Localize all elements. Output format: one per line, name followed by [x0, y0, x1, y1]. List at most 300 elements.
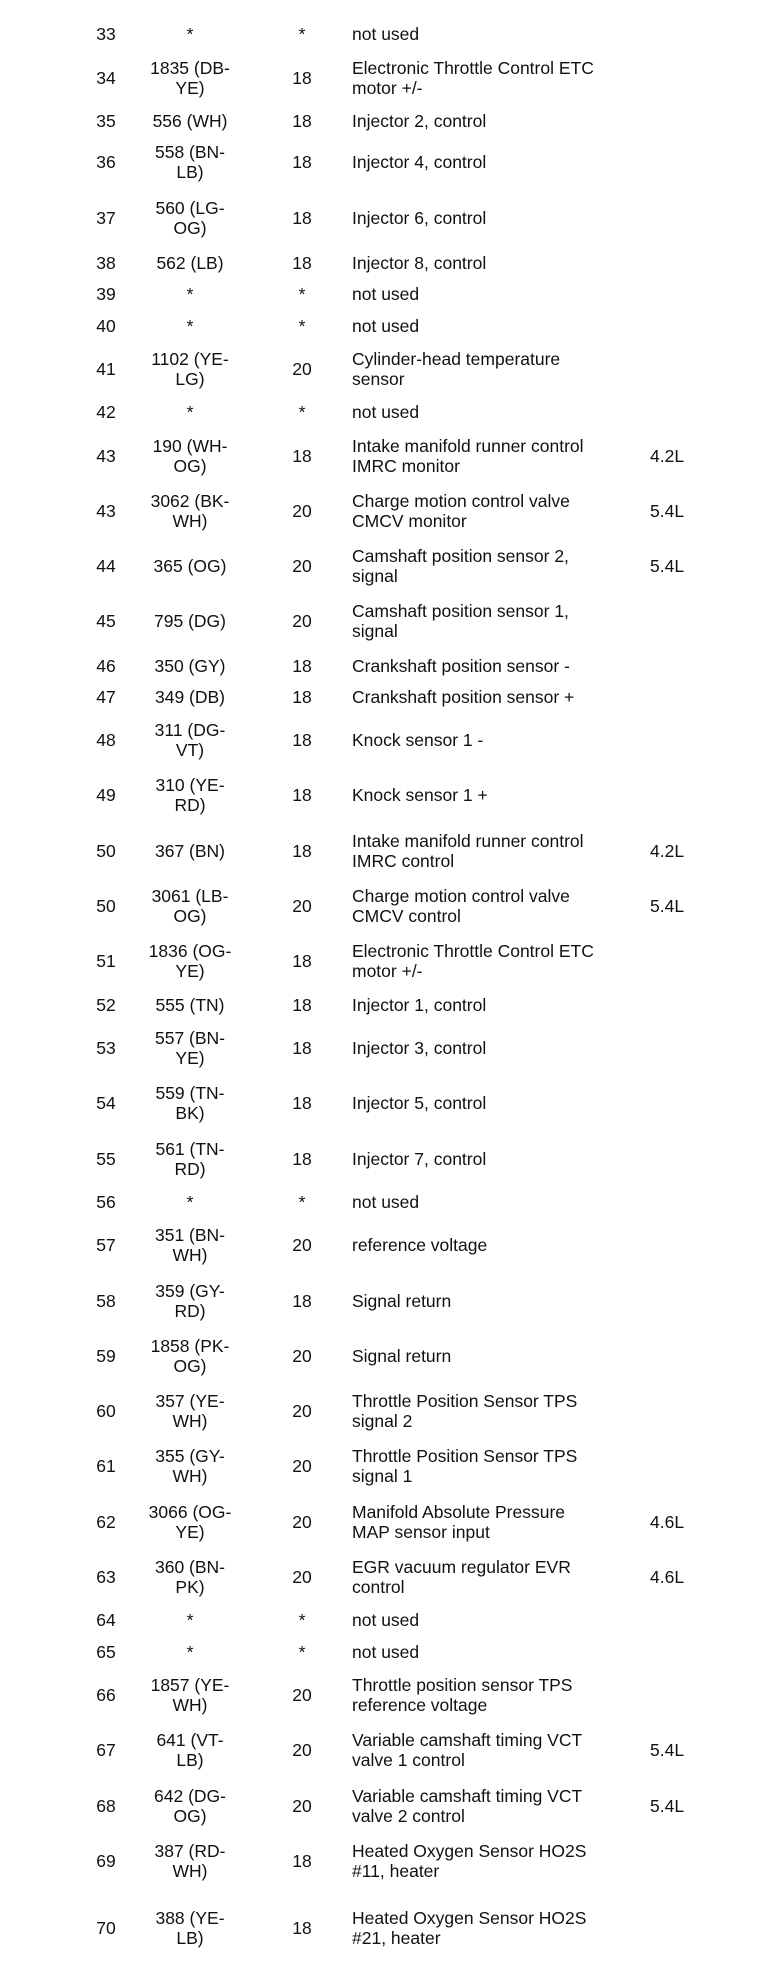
circuit-wire-color	[134, 1836, 246, 1886]
circuit-wire-color	[134, 651, 246, 681]
pin-number	[86, 1781, 126, 1831]
table-row	[0, 1023, 768, 1073]
table-row	[0, 311, 768, 341]
circuit-function-line: Knock sensor 1 -	[352, 730, 484, 750]
circuit-wire-color-line: RD)	[174, 1301, 206, 1321]
circuit-function-line: Throttle Position Sensor TPS	[352, 1446, 578, 1466]
pin-number	[86, 715, 126, 765]
circuit-wire-color-line: WH)	[172, 1695, 208, 1715]
wire-gauge	[282, 826, 322, 876]
wire-gauge-text: *	[298, 1642, 306, 1662]
pin-number	[86, 770, 126, 820]
wire-gauge	[282, 1441, 322, 1491]
pin-number	[86, 596, 126, 646]
pin-number-text: 49	[96, 785, 116, 805]
circuit-function	[352, 1725, 647, 1775]
circuit-wire-color	[134, 106, 246, 136]
table-row	[0, 1903, 768, 1953]
circuit-function	[352, 1670, 647, 1720]
circuit-wire-color-line: *	[186, 1642, 194, 1662]
pin-number-text: 38	[96, 253, 116, 273]
pin-number-text: 42	[96, 402, 116, 422]
circuit-function-line: Injector 1, control	[352, 995, 487, 1015]
table-row	[0, 1497, 768, 1547]
wire-gauge	[282, 1497, 322, 1547]
circuit-function	[352, 1386, 647, 1436]
pin-number-text: 64	[96, 1610, 116, 1630]
circuit-function	[352, 1220, 647, 1270]
wire-gauge-text: 18	[292, 1291, 312, 1311]
pin-number-text: 45	[96, 611, 116, 631]
circuit-function-line: IMRC monitor	[352, 456, 460, 476]
circuit-wire-color-line: 560 (LG-	[155, 198, 225, 218]
circuit-wire-color-line: 561 (TN-	[155, 1139, 225, 1159]
circuit-wire-color-line: 388 (YE-	[155, 1908, 225, 1928]
circuit-function-line: MAP sensor input	[352, 1522, 490, 1542]
engine-variant-note-text: 5.4L	[650, 556, 685, 576]
circuit-wire-color-line: OG)	[173, 906, 207, 926]
circuit-function	[352, 106, 647, 136]
circuit-wire-color	[134, 990, 246, 1020]
circuit-wire-color-line: 1835 (DB-	[150, 58, 230, 78]
circuit-function-line: Camshaft position sensor 2,	[352, 546, 569, 566]
circuit-wire-color-line: 349 (DB)	[154, 687, 226, 707]
circuit-function	[352, 715, 647, 765]
wire-gauge-text: *	[298, 316, 306, 336]
wire-gauge-text: 18	[292, 656, 312, 676]
pin-number	[86, 990, 126, 1020]
wire-gauge-text: 18	[292, 208, 312, 228]
wire-gauge	[282, 1903, 322, 1953]
wire-gauge	[282, 1134, 322, 1184]
engine-variant-note	[650, 541, 700, 591]
pin-number-text: 69	[96, 1851, 116, 1871]
circuit-wire-color	[134, 1276, 246, 1326]
circuit-wire-color-line: WH)	[172, 1245, 208, 1265]
circuit-function	[352, 1441, 647, 1491]
wire-gauge	[282, 1023, 322, 1073]
circuit-wire-color-line: RD)	[174, 1159, 206, 1179]
circuit-function	[352, 1836, 647, 1886]
wire-gauge	[282, 52, 322, 104]
wire-gauge	[282, 137, 322, 187]
circuit-function-line: Heated Oxygen Sensor HO2S	[352, 1908, 587, 1928]
pin-number	[86, 248, 126, 278]
pin-number-text: 70	[96, 1918, 116, 1938]
table-row	[0, 19, 768, 49]
pin-number-text: 50	[96, 896, 116, 916]
wire-gauge	[282, 770, 322, 820]
table-row	[0, 990, 768, 1020]
circuit-function	[352, 1134, 647, 1184]
wire-gauge	[282, 193, 322, 243]
circuit-function	[352, 311, 647, 341]
circuit-wire-color-line: 311 (DG-	[154, 720, 226, 740]
table-row	[0, 397, 768, 427]
pin-number	[86, 1187, 126, 1217]
circuit-function-line: not used	[352, 1610, 420, 1630]
pin-number-text: 60	[96, 1401, 116, 1421]
circuit-function-line: Manifold Absolute Pressure	[352, 1502, 566, 1522]
pin-number	[86, 1078, 126, 1128]
table-row	[0, 1276, 768, 1326]
circuit-function-line: Variable camshaft timing VCT	[352, 1786, 583, 1806]
circuit-wire-color-line: *	[186, 402, 194, 422]
circuit-wire-color-line: 642 (DG-	[154, 1786, 226, 1806]
pin-number	[86, 1276, 126, 1326]
circuit-wire-color	[134, 541, 246, 591]
circuit-wire-color	[134, 1220, 246, 1270]
wire-gauge	[282, 1276, 322, 1326]
pin-number-text: 68	[96, 1796, 116, 1816]
circuit-function-line: CMCV monitor	[352, 511, 467, 531]
pin-number-text: 48	[96, 730, 116, 750]
pin-number	[86, 1134, 126, 1184]
table-row	[0, 826, 768, 876]
circuit-wire-color-line: VT)	[175, 740, 205, 760]
wire-gauge-text: 20	[292, 1346, 312, 1366]
circuit-function	[352, 1276, 647, 1326]
wire-gauge-text: 18	[292, 1149, 312, 1169]
table-row	[0, 1134, 768, 1184]
circuit-function-line: not used	[352, 402, 420, 422]
circuit-function-line: Heated Oxygen Sensor HO2S	[352, 1841, 587, 1861]
table-row	[0, 1637, 768, 1667]
pin-number-text: 55	[96, 1149, 116, 1169]
pin-number	[86, 1220, 126, 1270]
circuit-function-line: Throttle position sensor TPS	[352, 1675, 573, 1695]
circuit-wire-color-line: 357 (YE-	[155, 1391, 225, 1411]
pin-number	[86, 52, 126, 104]
circuit-function-line: EGR vacuum regulator EVR	[352, 1557, 571, 1577]
circuit-function-line: Intake manifold runner control	[352, 831, 584, 851]
wire-gauge-text: 18	[292, 1851, 312, 1871]
circuit-function-line: Crankshaft position sensor +	[352, 687, 575, 707]
circuit-wire-color	[134, 279, 246, 309]
engine-variant-note	[650, 431, 700, 481]
circuit-wire-color	[134, 1078, 246, 1128]
circuit-wire-color-line: 555 (TN)	[155, 995, 225, 1015]
pin-number	[86, 541, 126, 591]
wire-gauge	[282, 596, 322, 646]
circuit-function	[352, 193, 647, 243]
table-row	[0, 52, 768, 104]
circuit-wire-color-line: 360 (BN-	[154, 1557, 226, 1577]
engine-variant-note-text: 4.2L	[650, 446, 685, 466]
wire-gauge	[282, 279, 322, 309]
table-row	[0, 1781, 768, 1831]
table-row	[0, 682, 768, 712]
wire-gauge-text: 18	[292, 1093, 312, 1113]
circuit-function	[352, 52, 647, 104]
wire-gauge	[282, 1670, 322, 1720]
circuit-wire-color-line: 562 (LB)	[156, 253, 224, 273]
circuit-function	[352, 770, 647, 820]
circuit-function-line: Signal return	[352, 1346, 452, 1366]
pin-number	[86, 193, 126, 243]
pin-number-text: 36	[96, 152, 116, 172]
circuit-wire-color	[134, 1725, 246, 1775]
circuit-wire-color-line: WH)	[172, 1861, 208, 1881]
circuit-function	[352, 431, 647, 481]
circuit-function-line: Signal return	[352, 1291, 452, 1311]
circuit-wire-color-line: 365 (OG)	[153, 556, 227, 576]
circuit-function	[352, 1903, 647, 1953]
circuit-wire-color-line: LB)	[176, 162, 204, 182]
circuit-wire-color-line: RD)	[174, 795, 206, 815]
circuit-function-line: reference voltage	[352, 1695, 488, 1715]
circuit-function-line: valve 1 control	[352, 1750, 465, 1770]
pin-number-text: 61	[96, 1456, 116, 1476]
pin-number	[86, 826, 126, 876]
wire-gauge-text: *	[298, 1192, 306, 1212]
circuit-wire-color-line: LB)	[176, 1928, 204, 1948]
wire-gauge-text: 20	[292, 1567, 312, 1587]
circuit-function-line: not used	[352, 24, 420, 44]
circuit-function	[352, 1078, 647, 1128]
circuit-wire-color-line: OG)	[173, 1356, 207, 1376]
pin-number	[86, 397, 126, 427]
circuit-wire-color	[134, 397, 246, 427]
circuit-wire-color	[134, 936, 246, 986]
circuit-function-line: CMCV control	[352, 906, 461, 926]
table-row	[0, 1441, 768, 1491]
circuit-function	[352, 1637, 647, 1667]
pin-number-text: 43	[96, 446, 116, 466]
pin-number	[86, 936, 126, 986]
pin-number	[86, 431, 126, 481]
circuit-function	[352, 881, 647, 931]
engine-variant-note-text: 5.4L	[650, 501, 685, 521]
pin-number-text: 44	[96, 556, 116, 576]
wire-gauge	[282, 990, 322, 1020]
circuit-wire-color	[134, 1781, 246, 1831]
wire-gauge-text: 20	[292, 611, 312, 631]
circuit-wire-color	[134, 486, 246, 536]
engine-variant-note	[650, 1781, 700, 1831]
circuit-wire-color-line: YE)	[175, 78, 205, 98]
circuit-function-line: Electronic Throttle Control ETC	[352, 58, 594, 78]
table-row	[0, 1386, 768, 1436]
pin-number	[86, 1386, 126, 1436]
circuit-function-line: signal 2	[352, 1411, 413, 1431]
circuit-function-line: Throttle Position Sensor TPS	[352, 1391, 578, 1411]
wire-gauge-text: 20	[292, 896, 312, 916]
circuit-wire-color	[134, 881, 246, 931]
table-row	[0, 1605, 768, 1635]
table-row	[0, 137, 768, 187]
pin-number	[86, 311, 126, 341]
pin-number-text: 47	[96, 687, 116, 707]
circuit-wire-color	[134, 682, 246, 712]
pin-number	[86, 1441, 126, 1491]
circuit-wire-color	[134, 1552, 246, 1602]
pin-number	[86, 137, 126, 187]
circuit-function-line: Injector 4, control	[352, 152, 487, 172]
pin-number-text: 51	[96, 951, 116, 971]
pin-number-text: 59	[96, 1346, 116, 1366]
circuit-function-line: not used	[352, 284, 420, 304]
circuit-function-line: sensor	[352, 369, 405, 389]
wire-gauge	[282, 106, 322, 136]
wire-gauge	[282, 1386, 322, 1436]
wire-gauge-text: 18	[292, 687, 312, 707]
wire-gauge-text: 18	[292, 841, 312, 861]
wire-gauge-text: 20	[292, 359, 312, 379]
engine-variant-note	[650, 486, 700, 536]
engine-variant-note-text: 5.4L	[650, 896, 685, 916]
circuit-function-line: Injector 5, control	[352, 1093, 487, 1113]
circuit-wire-color-line: 359 (GY-	[155, 1281, 225, 1301]
wire-gauge-text: 20	[292, 1401, 312, 1421]
wire-gauge	[282, 936, 322, 986]
wire-gauge-text: 20	[292, 1512, 312, 1532]
wire-gauge	[282, 343, 322, 395]
circuit-wire-color-line: 355 (GY-	[155, 1446, 225, 1466]
circuit-wire-color	[134, 1386, 246, 1436]
wire-gauge	[282, 248, 322, 278]
circuit-wire-color	[134, 1903, 246, 1953]
table-row	[0, 106, 768, 136]
circuit-function-line: Variable camshaft timing VCT	[352, 1730, 583, 1750]
circuit-wire-color	[134, 596, 246, 646]
circuit-wire-color	[134, 1187, 246, 1217]
circuit-function	[352, 1781, 647, 1831]
pin-number-text: 66	[96, 1685, 116, 1705]
circuit-wire-color-line: 3062 (BK-	[150, 491, 230, 511]
engine-variant-note-text: 5.4L	[650, 1796, 685, 1816]
pin-number-text: 57	[96, 1235, 116, 1255]
wire-gauge	[282, 715, 322, 765]
wire-gauge	[282, 682, 322, 712]
engine-variant-note	[650, 1552, 700, 1602]
circuit-wire-color-line: 556 (WH)	[152, 111, 228, 131]
wire-gauge	[282, 881, 322, 931]
engine-variant-note-text: 4.2L	[650, 841, 685, 861]
circuit-wire-color-line: 350 (GY)	[154, 656, 226, 676]
pin-number	[86, 1552, 126, 1602]
pin-number-text: 40	[96, 316, 116, 336]
circuit-wire-color	[134, 52, 246, 104]
wire-gauge-text: 20	[292, 1685, 312, 1705]
circuit-function-line: not used	[352, 316, 420, 336]
circuit-wire-color	[134, 193, 246, 243]
wire-gauge	[282, 1331, 322, 1381]
circuit-wire-color-line: OG)	[173, 456, 207, 476]
engine-variant-note-text: 4.6L	[650, 1567, 685, 1587]
table-row	[0, 715, 768, 765]
circuit-wire-color-line: *	[186, 1192, 194, 1212]
engine-variant-note	[650, 826, 700, 876]
circuit-wire-color-line: 387 (RD-	[154, 1841, 226, 1861]
pin-number-text: 58	[96, 1291, 116, 1311]
circuit-wire-color	[134, 1670, 246, 1720]
table-row	[0, 541, 768, 591]
circuit-wire-color	[134, 1637, 246, 1667]
wire-gauge-text: 18	[292, 730, 312, 750]
pin-number	[86, 279, 126, 309]
circuit-function-line: not used	[352, 1192, 420, 1212]
circuit-wire-color	[134, 1331, 246, 1381]
circuit-function	[352, 1552, 647, 1602]
circuit-wire-color-line: 3061 (LB-	[151, 886, 229, 906]
circuit-wire-color-line: BK)	[175, 1103, 205, 1123]
wire-gauge-text: 20	[292, 1796, 312, 1816]
circuit-wire-color	[134, 137, 246, 187]
pin-number-text: 50	[96, 841, 116, 861]
circuit-wire-color-line: WH)	[172, 511, 208, 531]
circuit-function-line: IMRC control	[352, 851, 455, 871]
engine-variant-note	[650, 881, 700, 931]
pin-number	[86, 486, 126, 536]
circuit-function	[352, 936, 647, 986]
engine-variant-note	[650, 1497, 700, 1547]
circuit-wire-color-line: 3066 (OG-	[148, 1502, 232, 1522]
circuit-function	[352, 1605, 647, 1635]
circuit-function-line: Intake manifold runner control	[352, 436, 584, 456]
circuit-function-line: signal	[352, 621, 398, 641]
wire-gauge-text: *	[298, 284, 306, 304]
circuit-wire-color-line: 559 (TN-	[155, 1083, 225, 1103]
wire-gauge	[282, 1781, 322, 1831]
pin-number-text: 56	[96, 1192, 116, 1212]
pin-number-text: 65	[96, 1642, 116, 1662]
pin-number	[86, 1637, 126, 1667]
wire-gauge	[282, 1078, 322, 1128]
circuit-function	[352, 1497, 647, 1547]
circuit-function-line: not used	[352, 1642, 420, 1662]
table-row	[0, 1220, 768, 1270]
circuit-wire-color-line: 367 (BN)	[154, 841, 226, 861]
wire-gauge	[282, 486, 322, 536]
pin-number-text: 35	[96, 111, 116, 131]
circuit-wire-color-line: 1857 (YE-	[150, 1675, 230, 1695]
wire-gauge-text: 18	[292, 1038, 312, 1058]
circuit-wire-color-line: 310 (YE-	[155, 775, 225, 795]
pin-number	[86, 1836, 126, 1886]
table-row	[0, 770, 768, 820]
wire-gauge	[282, 1220, 322, 1270]
circuit-function	[352, 19, 647, 49]
circuit-wire-color-line: 558 (BN-	[154, 142, 226, 162]
circuit-function-line: motor +/-	[352, 78, 423, 98]
circuit-wire-color	[134, 1441, 246, 1491]
wire-gauge	[282, 651, 322, 681]
pin-number-text: 41	[96, 359, 116, 379]
circuit-wire-color-line: PK)	[175, 1577, 205, 1597]
pin-number	[86, 106, 126, 136]
circuit-wire-color	[134, 311, 246, 341]
circuit-function-line: Injector 2, control	[352, 111, 487, 131]
circuit-function	[352, 397, 647, 427]
engine-variant-note	[650, 1725, 700, 1775]
pin-number	[86, 1497, 126, 1547]
circuit-wire-color	[134, 770, 246, 820]
circuit-function-line: Injector 3, control	[352, 1038, 487, 1058]
pin-number-text: 67	[96, 1740, 116, 1760]
pin-number-text: 54	[96, 1093, 116, 1113]
circuit-wire-color-line: *	[186, 24, 194, 44]
circuit-wire-color	[134, 343, 246, 395]
circuit-wire-color-line: 557 (BN-	[154, 1028, 226, 1048]
table-row	[0, 1552, 768, 1602]
circuit-wire-color-line: YE)	[175, 1522, 205, 1542]
circuit-function-line: Electronic Throttle Control ETC	[352, 941, 594, 961]
pin-number-text: 62	[96, 1512, 116, 1532]
pin-number	[86, 1023, 126, 1073]
circuit-function-line: control	[352, 1577, 405, 1597]
circuit-function-line: Injector 6, control	[352, 208, 487, 228]
